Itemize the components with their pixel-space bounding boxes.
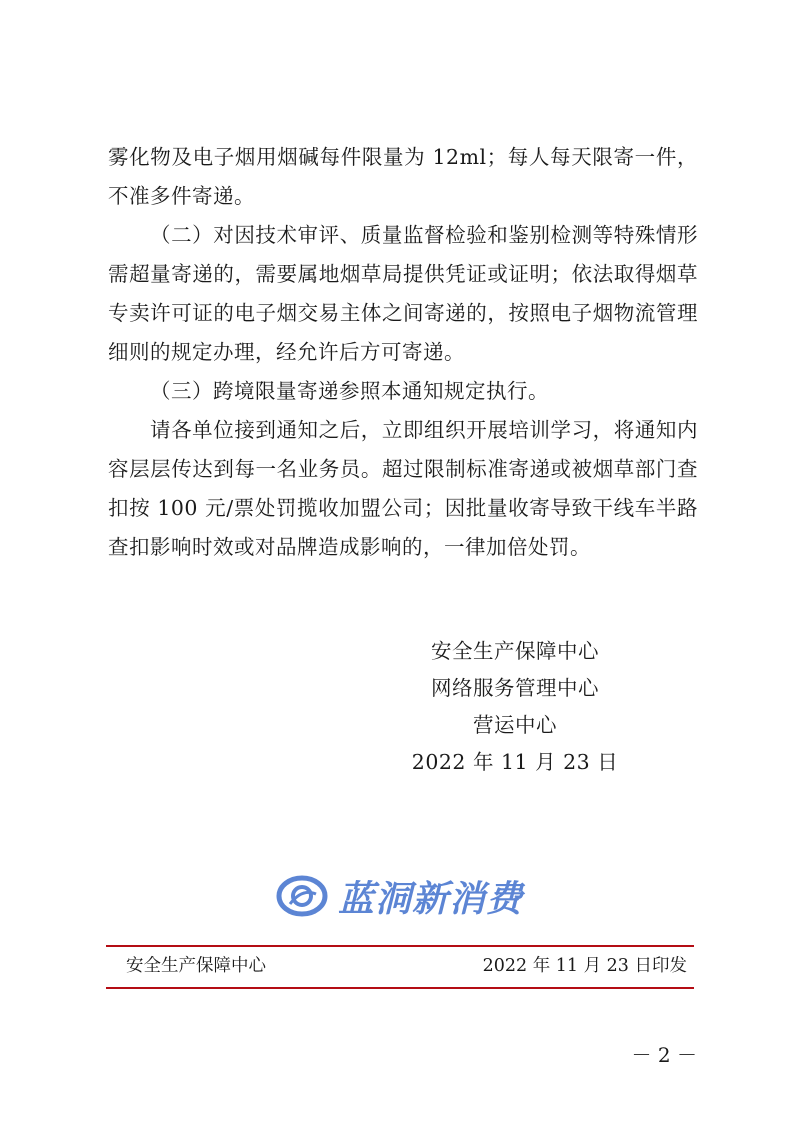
footer-bottom-rule	[106, 987, 694, 989]
signature-issuer-1: 安全生产保障中心	[431, 639, 599, 663]
footer-issuer: 安全生产保障中心	[126, 956, 266, 976]
paragraph-clause-three: （三）跨境限量寄递参照本通知规定执行。	[150, 379, 549, 403]
signature-issuer-3: 营运中心	[473, 713, 557, 737]
footer-issue-date: 2022 年 11 月 23 日印发	[482, 956, 687, 976]
paragraph-limit-continuation: 雾化物及电子烟用烟碱每件限量为 12ml；每人每天限寄一件，不准多件寄递。	[108, 145, 698, 208]
signature-issuer-2: 网络服务管理中心	[431, 676, 599, 700]
paragraph-clause-two: （二）对因技术审评、质量监督检验和鉴别检测等特殊情形需超量寄递的，需要属地烟草局提供凭证或证明；依法取得烟草专卖许可证的电子烟交易主体之间寄递的，按照电子烟物流管理细则的规定办理，经允许后方可寄递。	[108, 223, 698, 364]
document-body	[108, 138, 698, 567]
watermark	[276, 871, 523, 921]
paragraph-instructions: 请各单位接到通知之后，立即组织开展培训学习，将通知内容层层传达到每一名业务员。超过限制标准寄递或被烟草部门查扣按 100 元/票处罚揽收加盟公司；因批量收寄导致干线车半路查扣影响时效或对品牌造成影响的，一律加倍处罚。	[108, 418, 698, 559]
signature-block	[410, 633, 620, 781]
watermark-text: 蓝洞新消费	[338, 878, 524, 920]
footer-top-rule	[106, 945, 694, 947]
signature-date: 2022 年 11 月 23 日	[411, 750, 619, 774]
page-number: － 2 －	[631, 1043, 697, 1067]
eye-logo-icon	[276, 874, 328, 918]
